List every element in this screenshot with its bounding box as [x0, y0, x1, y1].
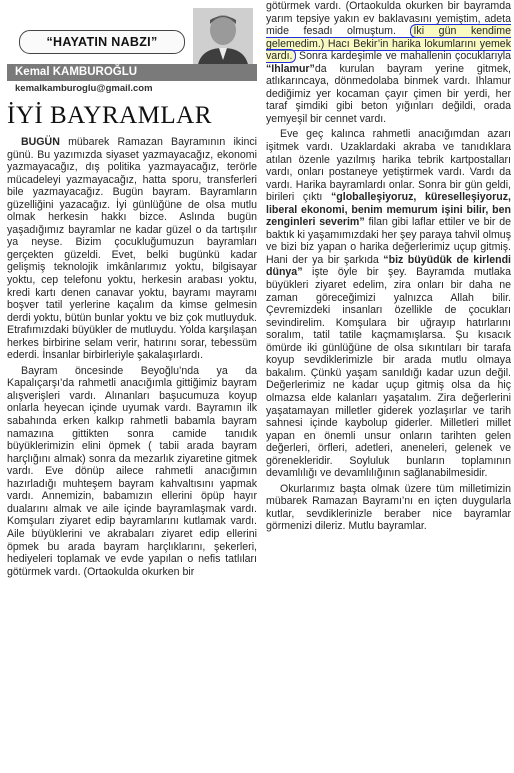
bold-phrase: “biz büyüdük de kirlendi dünya”	[266, 253, 511, 279]
paragraph-text: da kurulan bayram yerine gitmek, atlıkarıncaya, dönmedolaba binmek vardı. Ihlamur dediğimiz yer kocaman çayır çimen bir yerdi, her taraf şimdiki gibi beton yığınları değildi, orada yemyeşil bir cennet vardı.	[266, 62, 511, 125]
author-photo	[193, 8, 253, 70]
article-paragraph	[266, 128, 511, 479]
paragraph-text: götürmek vardı. (Ortaokulda okurken bir bayramda yarım tepsiye yakın ev baklavasını yemiştim, adeta mide fesadı olmuştum.	[266, 0, 511, 38]
paragraph-text: Eve geç kalınca rahmetli anacığımdan azarı işitmek vardı. Uzaklardaki akraba ve tanıdıklara atılan özenle yazılmış harika tebrik kartpostalları vardı, onları postaneye yetiştirmek vardı. Vardı da vardı. Harika bayramlardı onlar. Sonra bir gün geldi, birileri çıktı	[266, 128, 511, 204]
article-paragraph	[266, 483, 511, 533]
paragraph-text: filan gibi laflar ettiler ve bir de baktık ki yaşamımızdaki her şey paraya tahvil olmuş ve bizi biz yapan o harika değerlerimiz uçup gitmiş. Hani der ya bir şarkıda	[266, 216, 512, 266]
author-portrait-icon	[193, 8, 253, 70]
highlighted-text-part: İki gün kendime gelemedim.) Hacı	[266, 25, 511, 50]
paragraph-text: Sonra kardeşimle ve mahallenin çocuklarıyla	[295, 50, 511, 63]
paragraph-lead-word: BUGÜN	[21, 136, 60, 148]
right-column	[266, 0, 511, 533]
column-banner: “HAYATIN NABZI”	[19, 30, 185, 54]
bold-phrase: “Ihlamur”	[266, 62, 315, 75]
author-email: kemalkamburoglu@gmail.com	[15, 83, 153, 94]
bold-phrase: “globalleşiyoruz, küreselleşiyoruz, liberal ekonomi, benim memurum işini bilir, ben zenginleri severim”	[266, 191, 511, 229]
paragraph-text: mübarek Ramazan Bayramının ikinci günü. Bu yazımızda siyaset yazmayacağız, ekonomi yazmayacağız, dış politika yazmayacağız, terörle mücadeleyi yazmayacağız, hatta sporu, transferleri bile yazmayacağız. Bugün bayram. Bayramların güzelliğini yazacağız. İyi günlüğüne de olsa mutlu olmak herkesin hakkı bizce. Aslında bugün yaşadığımız bayramlar ne kadar güzel o da tartışılır ya neyse. Bizim çocukluğumuzun bayramları gerçekten güzeldi. Evet, belki bugünkü kadar gelişmiş teknolojik imkânlarımız yoktu, bilgisayar yoktu, cep telefonu yoktu, herkesin arabası yoktu, kredi kartı denen canavar yoktu, bayramı mayramı boşver tatil yerlerine kaçalım da kimse gelmesin derdi yoktu, bütün bunlar yoktu ve biz çok mutluyduk. Etrafımızdaki büyükler de mutluydu. Yolda karşılaşan herkes birbirine selam verir, hatırını sorar, tebessüm ederdi. İnsanlar birbirleriyle şakalaşırlardı.	[7, 136, 257, 362]
paragraph-text: işte öyle bir şey. Bayramda mutlaka büyükleri ziyaret edelim, zira onları bir daha ne zaman göreceğimizi yalnızca Allah bilir. Çevremizdeki insanları özellikle de çocukları sevindirelim. Komşulara bir uğrayıp hatırlarını soralım, tatil tatile kaçmamışlarsa. Şu kısacık ömürde iki günlüğüne de olsa sıkıntıları bir tarafa koyup sevdiklerimizle bir arada mutlu olmaya bakalım. Çünkü yaşam sanıldığı kadar uzun değil. Değerlerimiz ne kadar uçup gitmiş olsa da hiç olmazsa elde kalanları yaşatalım. Zira değerlerini yaşatamayan milletler giderek yozlaşırlar ve tarih sahnesi içinde kaybolup giderler. Milletleri millet yapan en önemli unsur onların tarihten gelen değerleri, örfleri, adetleri, aneneleri, gelenek ve görenekleridir. Soyluluk bunların toplamının devamlılığı ve devamlılığının sağlanabilmesidir.	[266, 266, 511, 480]
paragraph-text: Bayram öncesinde Beyoğlu’nda ya da Kapalıçarşı’da rahmetli anacığımla gittiğimiz bayram alışverişleri vardı. Alınanları başucumuza koyup onlarla heyecan içinde uyumak vardı. Bayramın ilk sabahında erken kalkıp rahmetli babamla bayram namazına gittikten sonra camide tanıdık büyüklerimizin elini öpmek ( tabii arada bayram harçlığını almak) sonra da mezarlık ziyaretine gitmek vardı. Eve dönüp ailece rahmetli anacığımın hazırladığı muhteşem bayram kahvaltısını yapmak vardı. Annemizin, babamızın ellerini öpüp hayır dualarını almak ve aile içinde bayramlaşmak vardı. Komşuları ziyaret edip bayramlarını kutlamak vardı. Aile büyüklerini ve akrabaları ziyaret edip ellerini öpmek bu arada bayram harçlıklarını, şekerleri, hediyeleri toplamak ve evde yapılan o nefis tatlıları götürmek vardı. (Ortaokulda okurken bir	[7, 364, 257, 578]
author-name: Kemal KAMBUROĞLU	[7, 64, 257, 81]
left-column	[7, 0, 257, 578]
article-paragraph	[266, 0, 511, 125]
highlighted-text-part: Bekir’in harika lokumlarını yemek vardı.	[266, 37, 511, 63]
column-masthead	[7, 2, 257, 98]
article-title: İYİ BAYRAMLAR	[7, 102, 212, 129]
article-paragraph	[7, 136, 257, 362]
article-paragraph	[7, 365, 257, 578]
paragraph-text: Okurlarımız başta olmak üzere tüm milletimizin mübarek Ramazan Bayramı’nı en içten duygularla kutlar, sevdiklerinizle beraber nice bayramlar görmenizi dileriz. Mutlu bayramlar.	[266, 482, 511, 533]
